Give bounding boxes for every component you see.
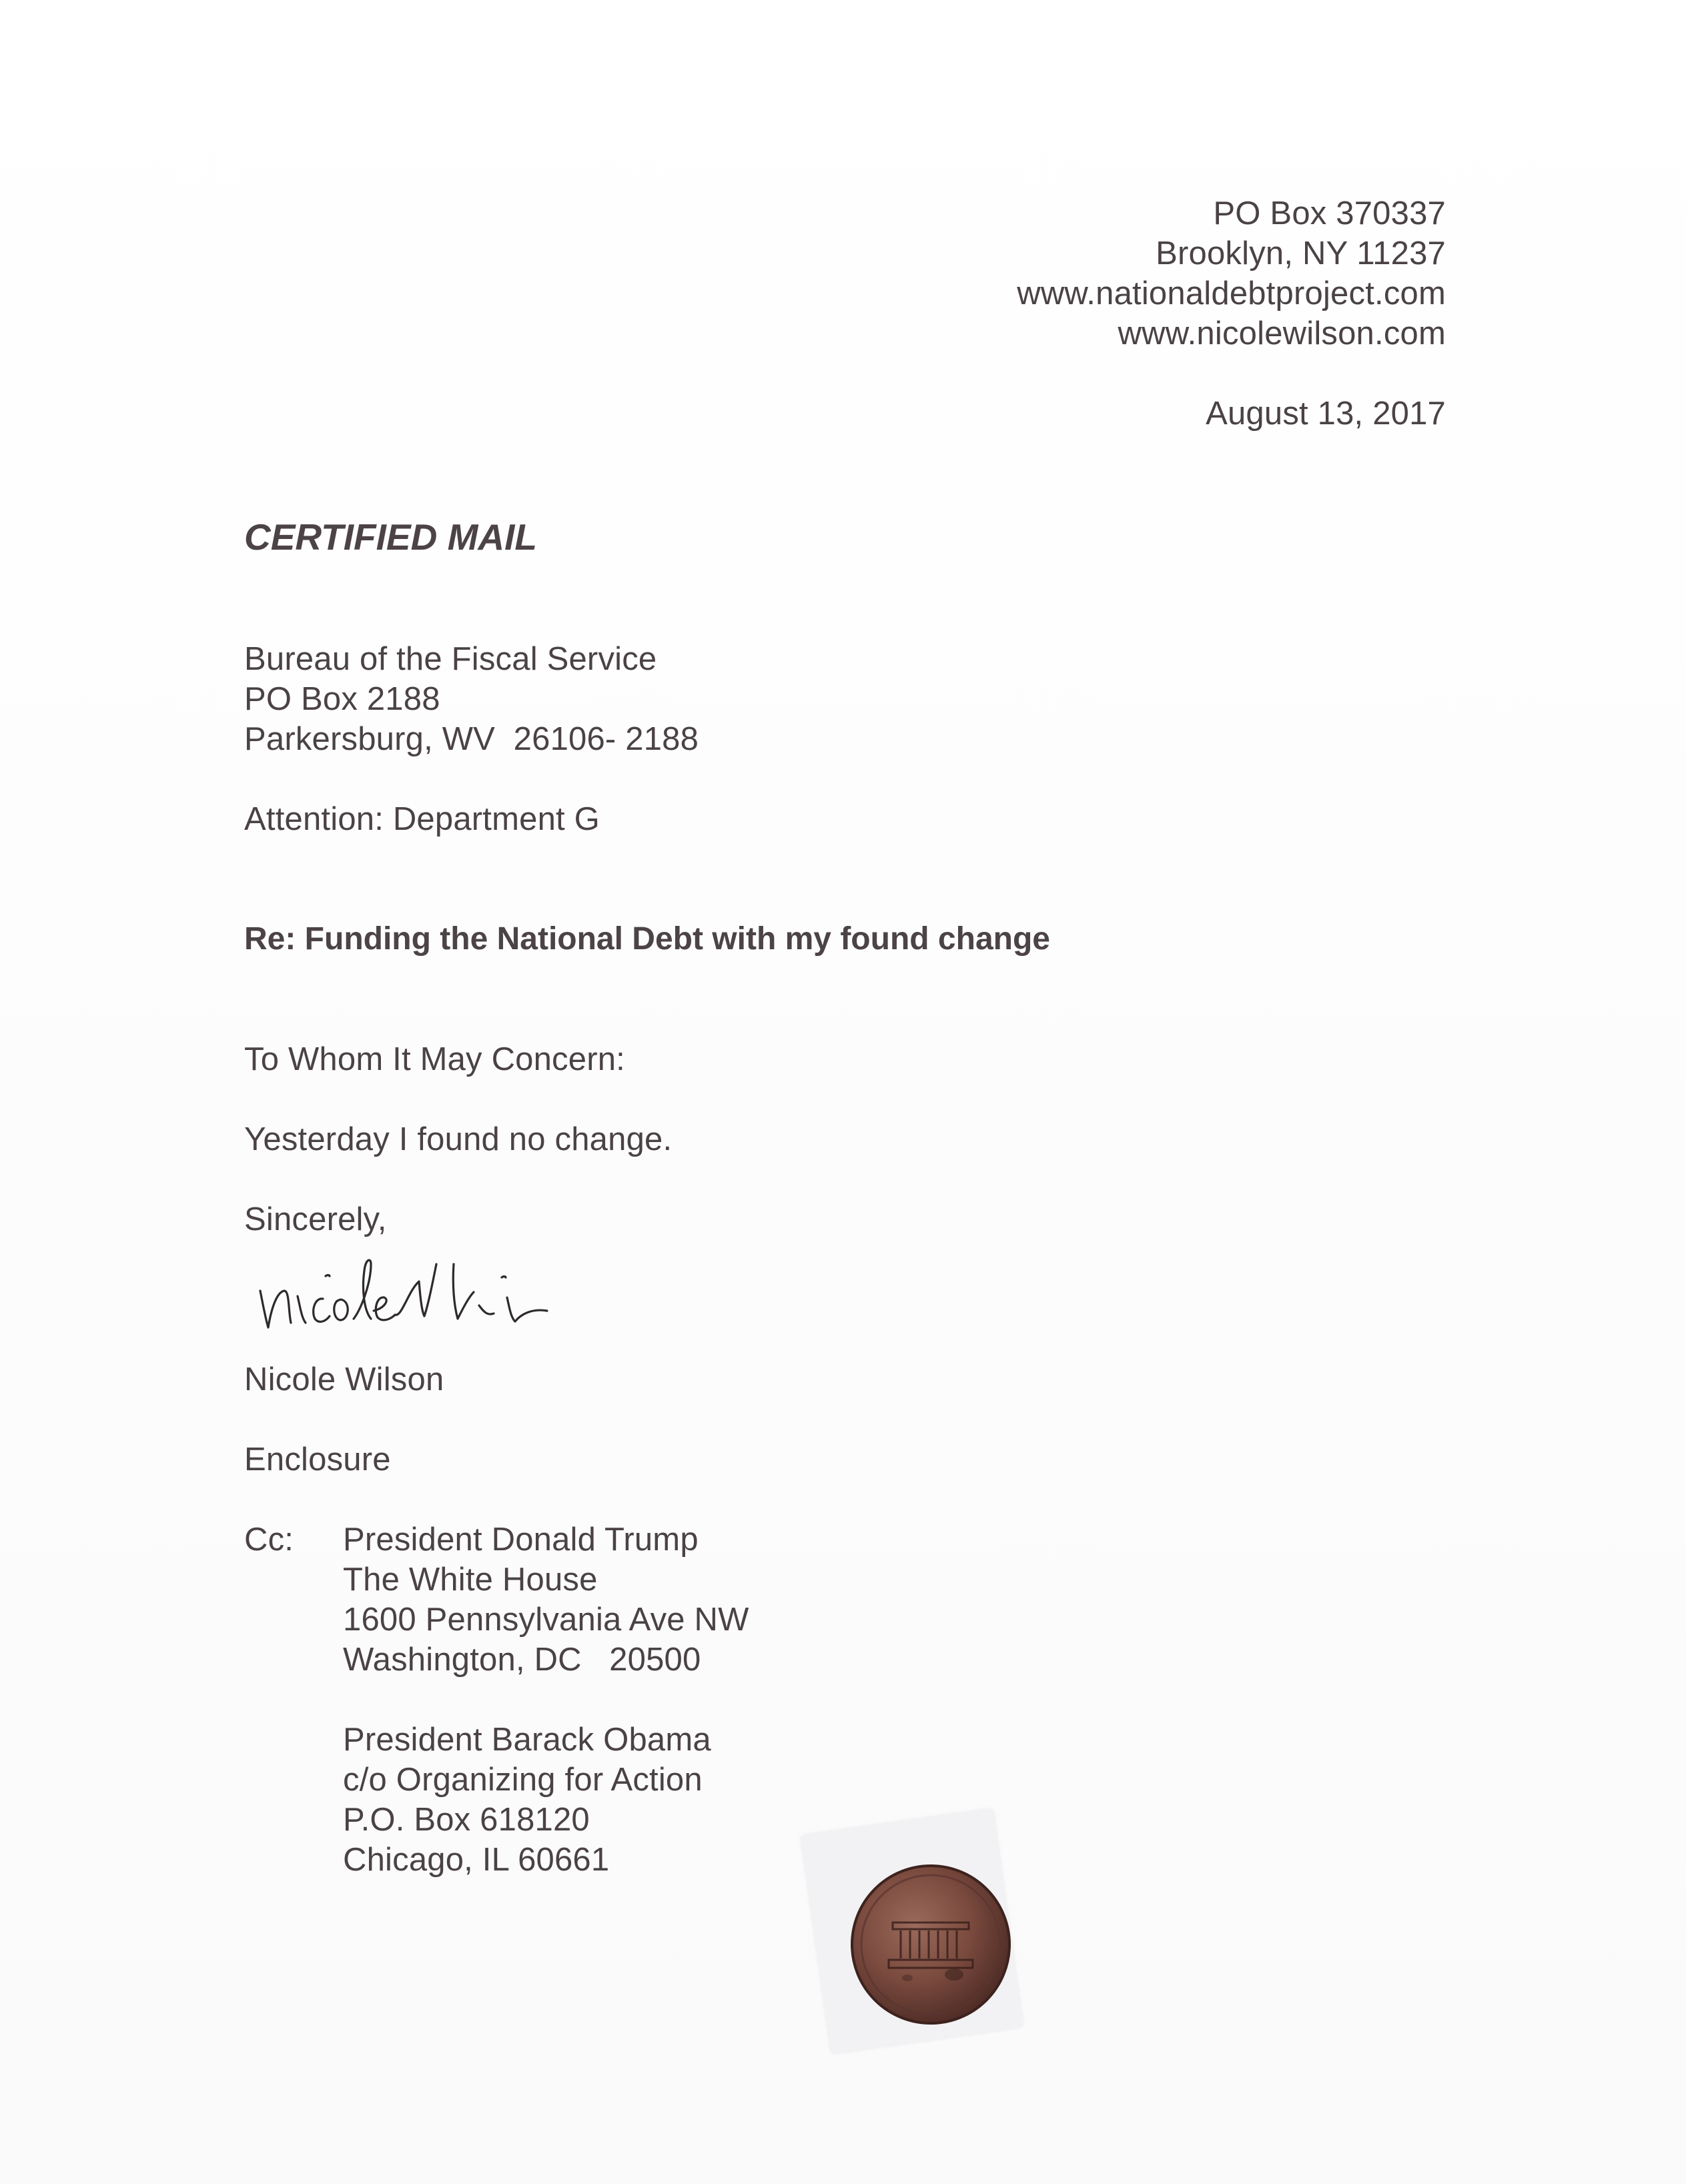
cc-recipient-2-line3: P.O. Box 618120 — [343, 1802, 590, 1838]
cc-recipient-1-line2: The White House — [343, 1562, 598, 1598]
cc-recipient-1-line1: President Donald Trump — [343, 1522, 699, 1558]
cc-recipient-2-line2: c/o Organizing for Action — [343, 1762, 703, 1798]
penny-coin-icon — [847, 1861, 1014, 2028]
salutation: To Whom It May Concern: — [244, 1041, 625, 1077]
sender-website-link-1[interactable]: www.nationaldebtproject.com — [1017, 276, 1446, 312]
signer-name: Nicole Wilson — [244, 1361, 444, 1398]
recipient-address-line2: Parkersburg, WV 26106- 2188 — [244, 721, 699, 757]
sender-address-line2: Brooklyn, NY 11237 — [1156, 235, 1446, 271]
handwritten-signature — [254, 1244, 614, 1337]
recipient-name: Bureau of the Fiscal Service — [244, 641, 657, 677]
closing: Sincerely, — [244, 1201, 387, 1237]
cc-label: Cc: — [244, 1522, 294, 1558]
mail-type-heading: CERTIFIED MAIL — [244, 516, 537, 558]
sender-address-line1: PO Box 370337 — [1213, 195, 1446, 231]
subject-line: Re: Funding the National Debt with my found change — [244, 921, 1050, 957]
letter-date: August 13, 2017 — [1206, 396, 1446, 432]
recipient-address-line1: PO Box 2188 — [244, 681, 440, 717]
cc-recipient-1-line3: 1600 Pennsylvania Ave NW — [343, 1602, 749, 1638]
sender-website-link-2[interactable]: www.nicolewilson.com — [1118, 316, 1446, 352]
cc-recipient-2-line4: Chicago, IL 60661 — [343, 1842, 610, 1878]
letter-body: Yesterday I found no change. — [244, 1121, 673, 1157]
enclosure-note: Enclosure — [244, 1442, 391, 1478]
recipient-attention: Attention: Department G — [244, 801, 600, 837]
cc-recipient-1-line4: Washington, DC 20500 — [343, 1642, 701, 1678]
cc-recipient-2-line1: President Barack Obama — [343, 1722, 711, 1758]
